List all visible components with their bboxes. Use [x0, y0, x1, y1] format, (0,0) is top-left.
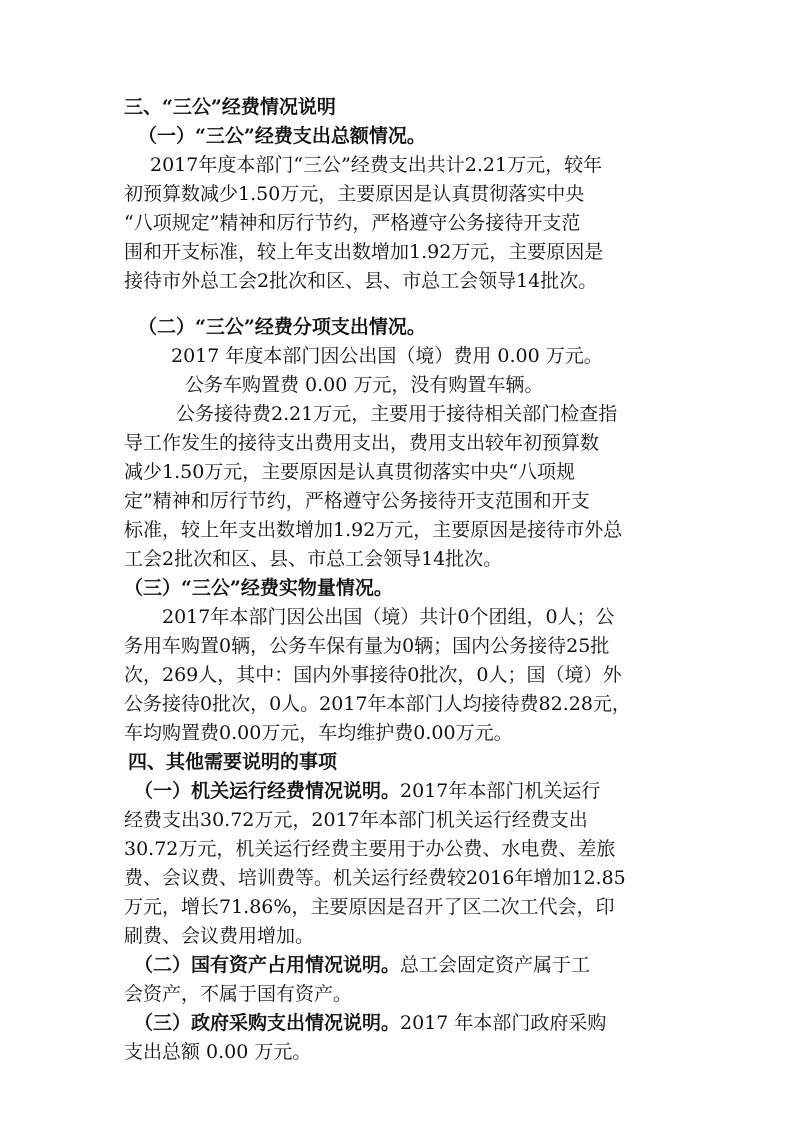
section3-sub2-heading: （二）“三公”经费分项支出情况。: [138, 316, 426, 338]
section3-sub3-heading: （三）“三公”经费实物量情况。: [124, 577, 393, 599]
section4-item3-line: 支出总额 0.00 万元。: [124, 1041, 312, 1063]
section3-sub1-line: 2017年度本部门“三公”经费支出共计2.21万元，较年: [150, 154, 603, 176]
section3-sub1-line: “八项规定”精神和厉行节约，严格遵守公务接待开支范: [124, 212, 581, 234]
section4-item3-text: 2017 年本部门政府采购: [400, 1012, 607, 1034]
section4-item2-text: 总工会固定资产属于工: [400, 954, 591, 976]
section3-sub2-line: 导工作发生的接待支出费用支出，费用支出较年初预算数: [124, 432, 600, 454]
section3-sub3-line: 公务接待0批次，0人。2017年本部门人均接待费82.28元，: [124, 693, 631, 715]
section3-sub1-line: 初预算数减少1.50万元，主要原因是认真贯彻落实中央: [124, 183, 585, 205]
section3-sub2-line: 标准，较上年支出数增加1.92万元，主要原因是接待市外总: [124, 519, 623, 541]
section4-item1-line: 刷费、会议费用增加。: [124, 925, 315, 947]
section3-sub3-line: 2017年本部门因公出国（境）共计0个团组，0人；公: [162, 606, 615, 628]
section3-sub3-line: 次，269人，其中：国内外事接待0批次，0人；国（境）外: [124, 664, 622, 686]
section3-sub3-line: 车均购置费0.00万元，车均维护费0.00万元。: [124, 722, 513, 744]
section3-sub2-line: 减少1.50万元，主要原因是认真贯彻落实中央“八项规: [124, 461, 576, 483]
section4-item2-first-line: [134, 951, 590, 979]
section3-sub1-heading: （一）“三公”经费支出总额情况。: [138, 125, 426, 147]
section4-item2-label: （二）国有资产占用情况说明。: [134, 954, 401, 976]
section4-item1-label: （一）机关运行经费情况说明。: [134, 780, 401, 802]
section4-item1-text: 2017年本部门机关运行: [400, 780, 601, 802]
section3-sub1-line: 围和开支标准，较上年支出数增加1.92万元，主要原因是: [124, 241, 604, 263]
section3-sub2-line: 2017 年度本部门因公出国（境）费用 0.00 万元。: [171, 345, 603, 367]
section4-item1-line: 经费支出30.72万元，2017年本部门机关运行经费支出: [124, 809, 588, 831]
section4-item1-line: 万元，增长71.86%，主要原因是召开了区二次工代会，印: [124, 896, 615, 918]
section4-item2-line: 会资产，不属于国有资产。: [124, 983, 353, 1005]
section3-sub2-line: 工会2批次和区、县、市总工会领导14批次。: [124, 548, 503, 570]
section3-heading: 三、“三公”经费情况说明: [124, 96, 336, 118]
section3-sub3-line: 务用车购置0辆，公务车保有量为0辆；国内公务接待25批: [124, 635, 610, 657]
section3-sub1-line: 接待市外总工会2批次和区、县、市总工会领导14批次。: [124, 270, 598, 292]
section4-heading: 四、其他需要说明的事项: [128, 751, 338, 773]
section4-item1-first-line: [134, 777, 600, 805]
section3-sub2-line: 定”精神和厉行节约，严格遵守公务接待开支范围和开支: [124, 490, 590, 512]
section4-item1-line: 30.72万元，机关运行经费主要用于办公费、水电费、差旅: [124, 838, 616, 860]
section4-item3-first-line: [134, 1009, 606, 1037]
section4-item1-line: 费、会议费、培训费等。机关运行经费较2016年增加12.85: [124, 867, 626, 889]
section3-sub2-line: 公务车购置费 0.00 万元，没有购置车辆。: [185, 374, 544, 396]
section4-item3-label: （三）政府采购支出情况说明。: [134, 1012, 401, 1034]
section3-sub2-line: 公务接待费2.21万元，主要用于接待相关部门检查指: [176, 403, 618, 425]
